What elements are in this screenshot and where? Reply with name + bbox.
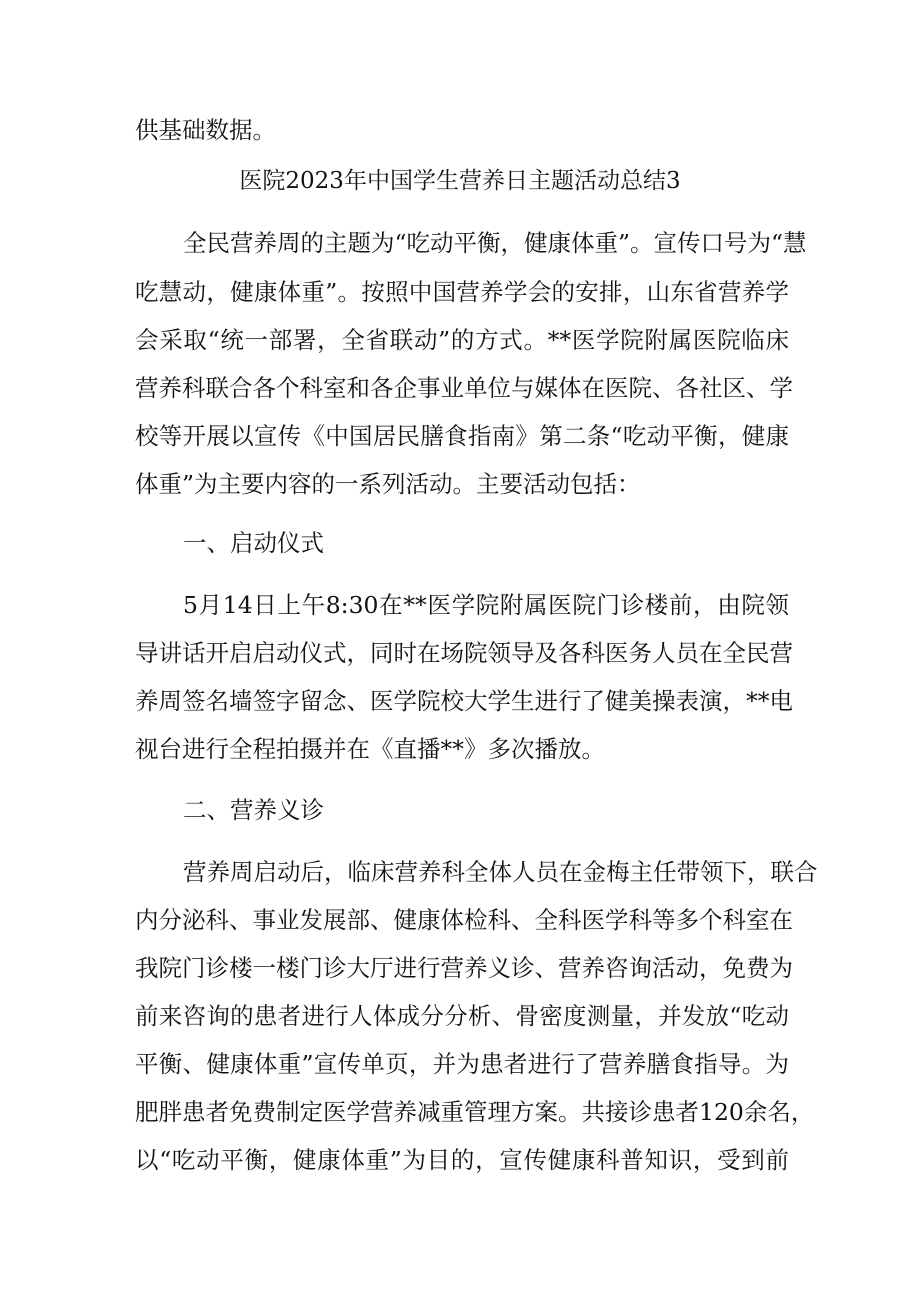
paragraph-line: 我院门诊楼一楼门诊大厅进行营养义诊、营养咨询活动，免费为 (135, 954, 793, 982)
paragraph-line: 养周签名墙签字留念、医学院校大学生进行了健美操表演，**电 (135, 687, 793, 715)
paragraph-line: 吃慧动，健康体重”。按照中国营养学会的安排，山东省营养学 (135, 278, 789, 306)
text-line-continuation: 供基础数据。 (135, 116, 276, 144)
paragraph-line: 营养科联合各个科室和各企事业单位与媒体在医院、各社区、学 (135, 374, 793, 402)
paragraph-line: 导讲话开启启动仪式，同时在场院领导及各科医务人员在全民营 (135, 639, 793, 667)
paragraph-line: 校等开展以宣传《中国居民膳食指南》第二条“吃动平衡，健康 (135, 422, 789, 450)
paragraph-line: 全民营养周的主题为“吃动平衡，健康体重”。宣传口号为“慧 (183, 229, 807, 257)
paragraph-line: 肥胖患者免费制定医学营养减重管理方案。共接诊患者120余名， (135, 1098, 815, 1126)
section-heading: 一、启动仪式 (183, 529, 324, 557)
paragraph-line: 内分泌科、事业发展部、健康体检科、全科医学科等多个科室在 (135, 906, 793, 934)
paragraph-line: 以“吃动平衡，健康体重”为目的，宣传健康科普知识，受到前 (135, 1146, 789, 1174)
section-heading: 二、营养义诊 (183, 796, 324, 824)
paragraph-line: 体重”为主要内容的一系列活动。主要活动包括： (135, 470, 641, 498)
paragraph-line: 视台进行全程拍摄并在《直播**》多次播放。 (135, 735, 605, 763)
paragraph-line: 营养周启动后，临床营养科全体人员在金梅主任带领下，联合 (183, 858, 818, 886)
paragraph-line: 前来咨询的患者进行人体成分分析、骨密度测量，并发放“吃动 (135, 1002, 789, 1030)
paragraph-line: 平衡、健康体重”宣传单页，并为患者进行了营养膳食指导。为 (135, 1050, 789, 1078)
document-title: 医院2023年中国学生营养日主题活动总结3 (239, 168, 681, 194)
paragraph-line: 5月14日上午8:30在**医学院附属医院门诊楼前，由院领 (183, 591, 789, 619)
paragraph-line: 会采取“统一部署，全省联动”的方式。**医学院附属医院临床 (135, 326, 789, 354)
